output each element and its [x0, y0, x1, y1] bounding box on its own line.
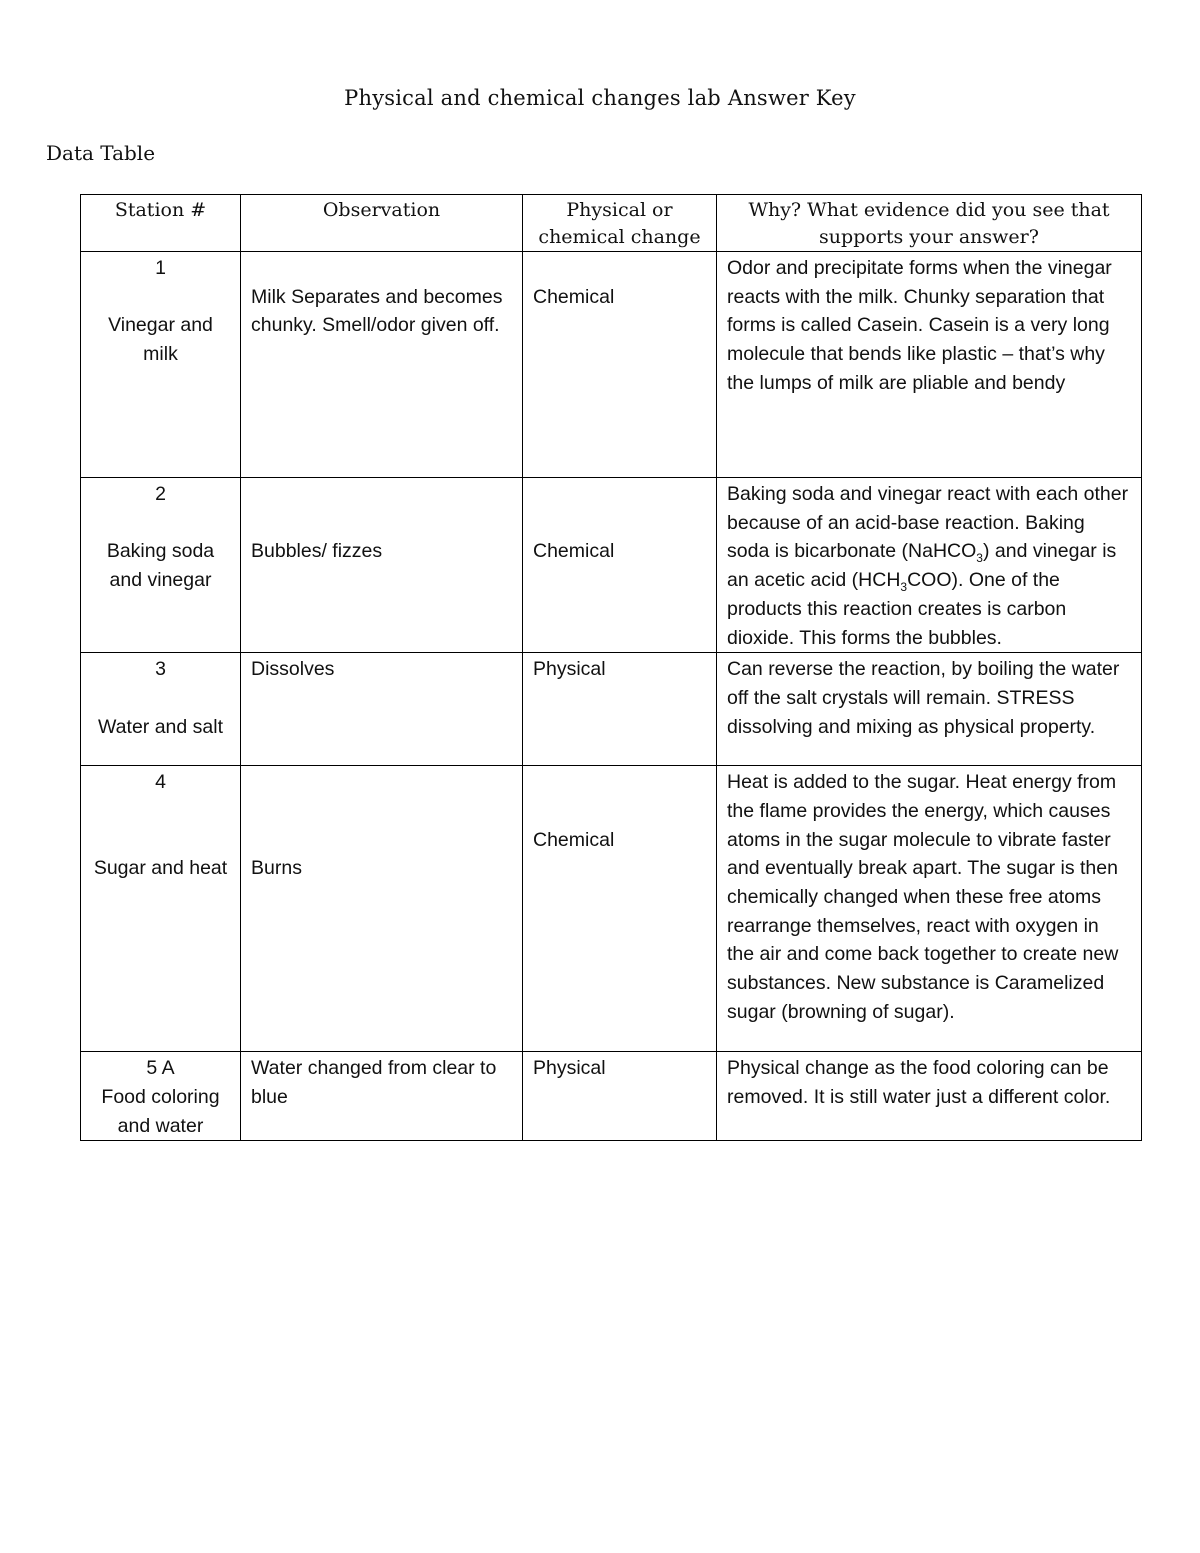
station-cell — [81, 478, 241, 653]
observation-text: Burns — [251, 857, 302, 880]
change-text: Physical — [533, 1057, 606, 1080]
station-number: 2 — [155, 483, 166, 505]
observation-text: Water changed from clear to blue — [251, 1057, 497, 1108]
table-row — [81, 766, 1142, 1052]
station-number: 3 — [155, 658, 166, 681]
observation-text: Bubbles/ fizzes — [251, 540, 383, 563]
change-cell — [523, 1052, 717, 1141]
header-station: Station # — [81, 195, 241, 252]
station-cell — [81, 1052, 241, 1141]
observation-cell — [241, 1052, 523, 1141]
station-cell — [81, 252, 241, 478]
evidence-text: Can reverse the reaction, by boiling the water off the salt crystals will remain. STRESS dissolving and mixing as physical property. — [727, 658, 1120, 738]
evidence-cell — [717, 252, 1142, 478]
station-number: 4 — [155, 771, 166, 794]
change-text: Chemical — [533, 828, 615, 851]
evidence-cell — [717, 1052, 1142, 1141]
observation-cell — [241, 478, 523, 653]
station-name: Water and salt — [98, 715, 223, 738]
station-name: Vinegar and milk — [108, 314, 213, 366]
change-text: Physical — [533, 658, 606, 681]
change-cell — [523, 653, 717, 766]
station-name: Baking soda and vinegar — [106, 540, 215, 592]
change-text: Chemical — [533, 285, 615, 308]
evidence-cell — [717, 766, 1142, 1052]
observation-cell — [241, 252, 523, 478]
table-row — [81, 653, 1142, 766]
evidence-text: Physical change as the food coloring can be removed. It is still water just a different color. — [727, 1057, 1111, 1108]
data-table — [80, 194, 1142, 1141]
evidence-text: Odor and precipitate forms when the vinegar reacts with the milk. Chunky separation that forms is called Casein. Casein is a very long molecule that bends like plastic – that’s why the lumps of milk are pliable and bendy — [727, 257, 1112, 394]
change-cell — [523, 478, 717, 653]
header-change-type: Physical or chemical change — [523, 195, 717, 252]
station-cell — [81, 766, 241, 1052]
station-name: Food coloring and water — [101, 1085, 220, 1137]
table-row — [81, 252, 1142, 478]
station-cell — [81, 653, 241, 766]
station-number: 5 A — [146, 1057, 175, 1080]
change-cell — [523, 252, 717, 478]
header-why: Why? What evidence did you see that supports your answer? — [717, 195, 1142, 252]
observation-text: Dissolves — [251, 658, 335, 681]
section-heading: Data Table — [46, 141, 156, 165]
observation-text: Milk Separates and becomes chunky. Smell/odor given off. — [251, 285, 503, 337]
observation-cell — [241, 766, 523, 1052]
station-name: Sugar and heat — [93, 857, 228, 880]
evidence-cell — [717, 653, 1142, 766]
table-row — [81, 1052, 1142, 1141]
change-cell — [523, 766, 717, 1052]
evidence-text: Baking soda and vinegar react with each other because of an acid-base reaction. Baking soda is bicarbonate (NaHCO$_3$) and vinegar is an acetic acid $(HCH_3COO)$. One of the products this reaction creates is carbon dioxide. This forms the bubbles. — [727, 483, 1129, 649]
document-title: Physical and chemical changes lab Answer Key — [344, 86, 856, 110]
change-text: Chemical — [533, 540, 615, 563]
observation-cell — [241, 653, 523, 766]
evidence-cell — [717, 478, 1142, 653]
table-header-row — [81, 195, 1142, 252]
evidence-text: Heat is added to the sugar. Heat energy from the flame provides the energy, which causes atoms in the sugar molecule to vibrate faster and eventually break apart. The sugar is then chemically changed when these free atoms rearrange themselves, react with oxygen in the air and come back together to create new substances. New substance is Caramelized sugar (browning of sugar). — [727, 771, 1119, 1023]
station-number: 1 — [155, 257, 166, 279]
header-observation: Observation — [241, 195, 523, 252]
table-row — [81, 478, 1142, 653]
